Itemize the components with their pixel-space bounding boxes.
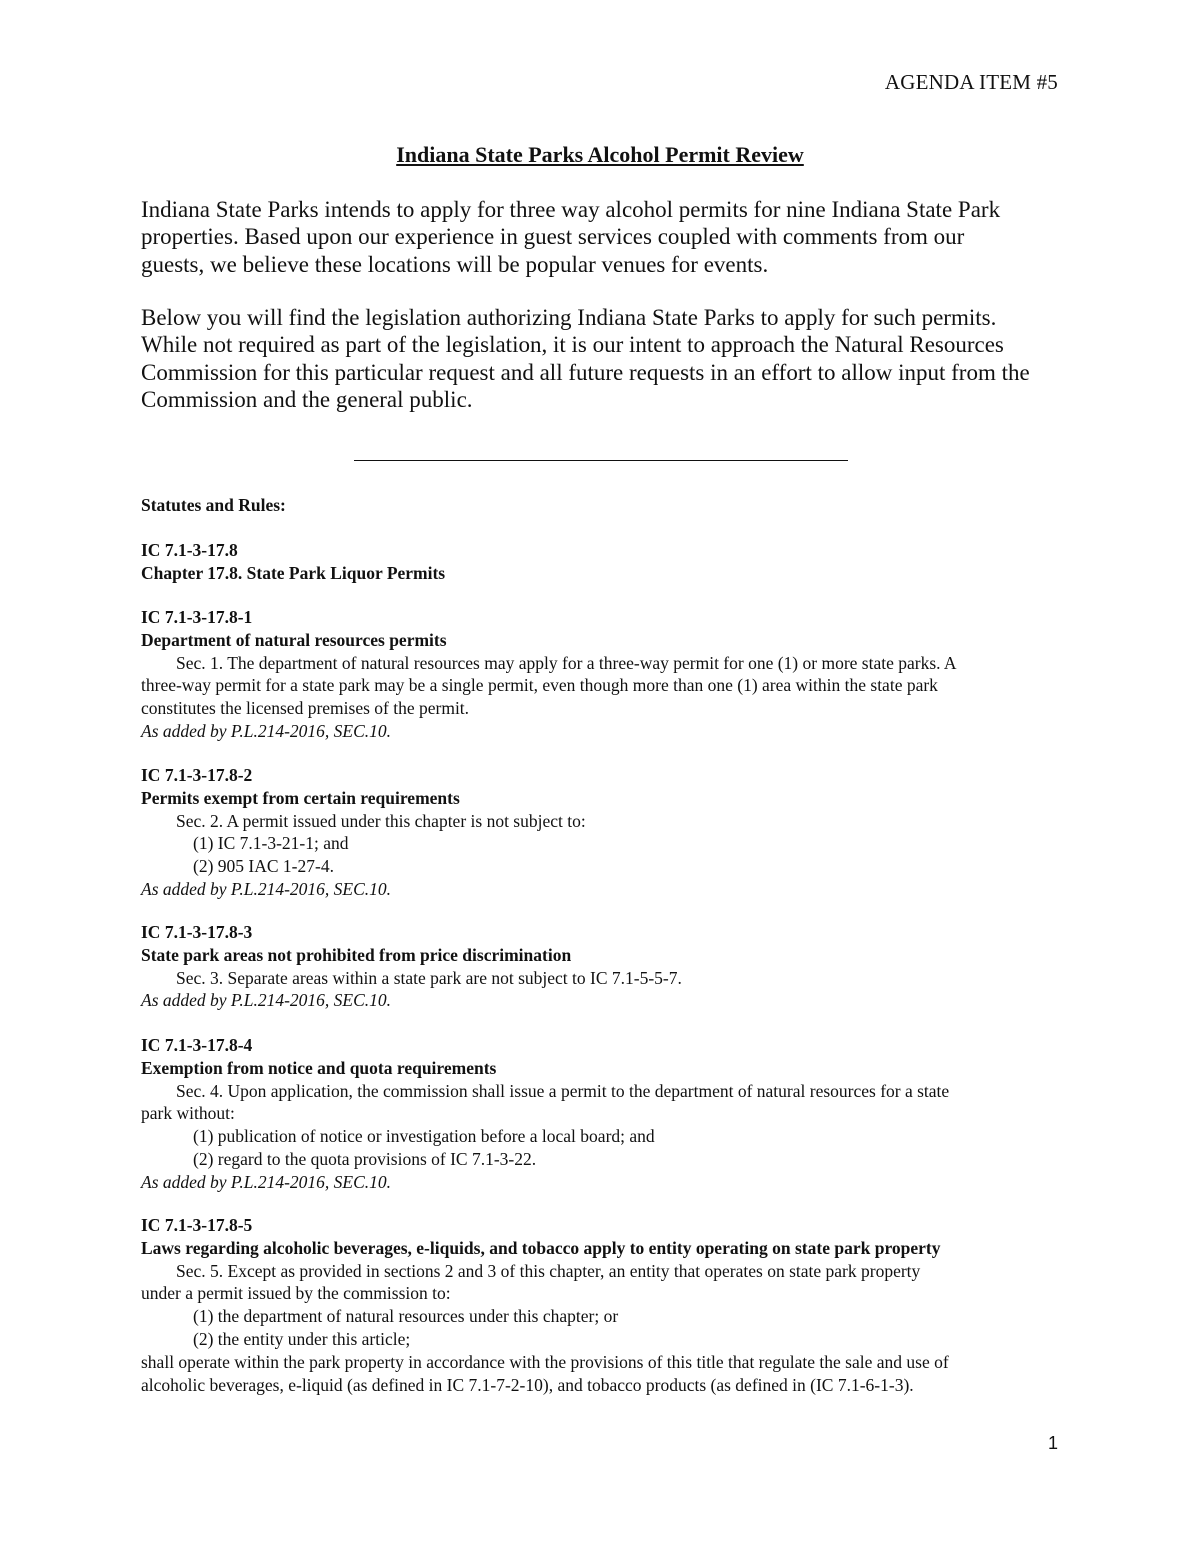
section-heading: Laws regarding alcoholic beverages, e-liquids, and tobacco apply to entity operating on state park property xyxy=(141,1237,941,1258)
section-text-line: Sec. 2. A permit issued under this chapter is not subject to: xyxy=(176,810,586,831)
section-code: IC 7.1-3-17.8-4 xyxy=(141,1035,253,1055)
chapter-code: IC 7.1-3-17.8 xyxy=(141,540,238,560)
section-text-line: under a permit issued by the commission to: xyxy=(141,1283,451,1304)
section-heading: State park areas not prohibited from price discrimination xyxy=(141,944,572,965)
statute-section-4 xyxy=(141,1034,1061,1194)
text-line: Commission and the general public. xyxy=(141,386,473,412)
section-note: As added by P.L.214-2016, SEC.10. xyxy=(141,1171,392,1192)
intro-paragraph-2 xyxy=(141,304,1071,413)
section-text-line: shall operate within the park property in accordance with the provisions of this title that regulate the sale and use of xyxy=(141,1351,949,1372)
section-list-item: (2) 905 IAC 1-27-4. xyxy=(193,856,334,877)
section-text-line: Sec. 4. Upon application, the commission shall issue a permit to the department of natural resources for a state xyxy=(176,1080,950,1101)
section-list-item: (1) the department of natural resources under this chapter; or xyxy=(193,1306,619,1327)
section-text-line: alcoholic beverages, e-liquid (as defined in IC 7.1-7-2-10), and tobacco products (as defined in (IC 7.1-6-1-3). xyxy=(141,1374,914,1395)
section-text-line: park without: xyxy=(141,1103,235,1124)
section-list-item: (2) regard to the quota provisions of IC 7.1-3-22. xyxy=(193,1148,537,1169)
section-text-line: Sec. 1. The department of natural resources may apply for a three-way permit for one (1) or more state parks. A xyxy=(176,652,957,673)
section-text-line: Sec. 3. Separate areas within a state park are not subject to IC 7.1-5-5-7. xyxy=(176,967,682,988)
text-line: guests, we believe these locations will be popular venues for events. xyxy=(141,251,769,277)
document-title: Indiana State Parks Alcohol Permit Review xyxy=(396,142,804,167)
section-text-line: Sec. 5. Except as provided in sections 2 and 3 of this chapter, an entity that operates on state park property xyxy=(176,1260,921,1281)
section-list-item: (1) IC 7.1-3-21-1; and xyxy=(193,833,349,854)
text-line: Below you will find the legislation authorizing Indiana State Parks to apply for such permits. xyxy=(141,305,997,330)
intro-paragraph-1 xyxy=(141,196,1071,278)
section-list-item: (1) publication of notice or investigation before a local board; and xyxy=(193,1126,655,1147)
text-line: Commission for this particular request and all future requests in an effort to allow input from the xyxy=(141,359,1030,385)
section-list-item: (2) the entity under this article; xyxy=(193,1328,411,1349)
page-number: 1 xyxy=(1047,1433,1058,1453)
text-line: properties. Based upon our experience in guest services coupled with comments from our xyxy=(141,224,965,250)
statute-section-3 xyxy=(141,921,1061,1012)
text-line: Indiana State Parks intends to apply for three way alcohol permits for nine Indiana State Park xyxy=(141,197,1001,222)
section-note: As added by P.L.214-2016, SEC.10. xyxy=(141,990,392,1011)
agenda-item-label: AGENDA ITEM #5 xyxy=(884,70,1058,94)
statutes-heading: Statutes and Rules: xyxy=(141,495,286,515)
section-heading: Department of natural resources permits xyxy=(141,629,447,650)
chapter-block xyxy=(141,539,1061,585)
section-text-line: constitutes the licensed premises of the permit. xyxy=(141,698,470,719)
statute-section-2 xyxy=(141,764,1061,901)
section-code: IC 7.1-3-17.8-5 xyxy=(141,1215,253,1235)
section-note: As added by P.L.214-2016, SEC.10. xyxy=(141,878,392,899)
section-code: IC 7.1-3-17.8-1 xyxy=(141,607,253,627)
statute-section-1 xyxy=(141,606,1061,743)
chapter-title: Chapter 17.8. State Park Liquor Permits xyxy=(141,562,446,583)
text-line: While not required as part of the legislation, it is our intent to approach the Natural Resources xyxy=(141,332,1004,358)
section-code: IC 7.1-3-17.8-2 xyxy=(141,765,253,785)
section-heading: Exemption from notice and quota requirements xyxy=(141,1057,497,1078)
section-code: IC 7.1-3-17.8-3 xyxy=(141,922,253,942)
section-text-line: three-way permit for a state park may be a single permit, even though more than one (1) area within the state park xyxy=(141,675,938,696)
section-note: As added by P.L.214-2016, SEC.10. xyxy=(141,720,392,741)
section-heading: Permits exempt from certain requirements xyxy=(141,787,460,808)
statute-section-5 xyxy=(141,1214,1061,1396)
horizontal-divider xyxy=(354,460,848,461)
